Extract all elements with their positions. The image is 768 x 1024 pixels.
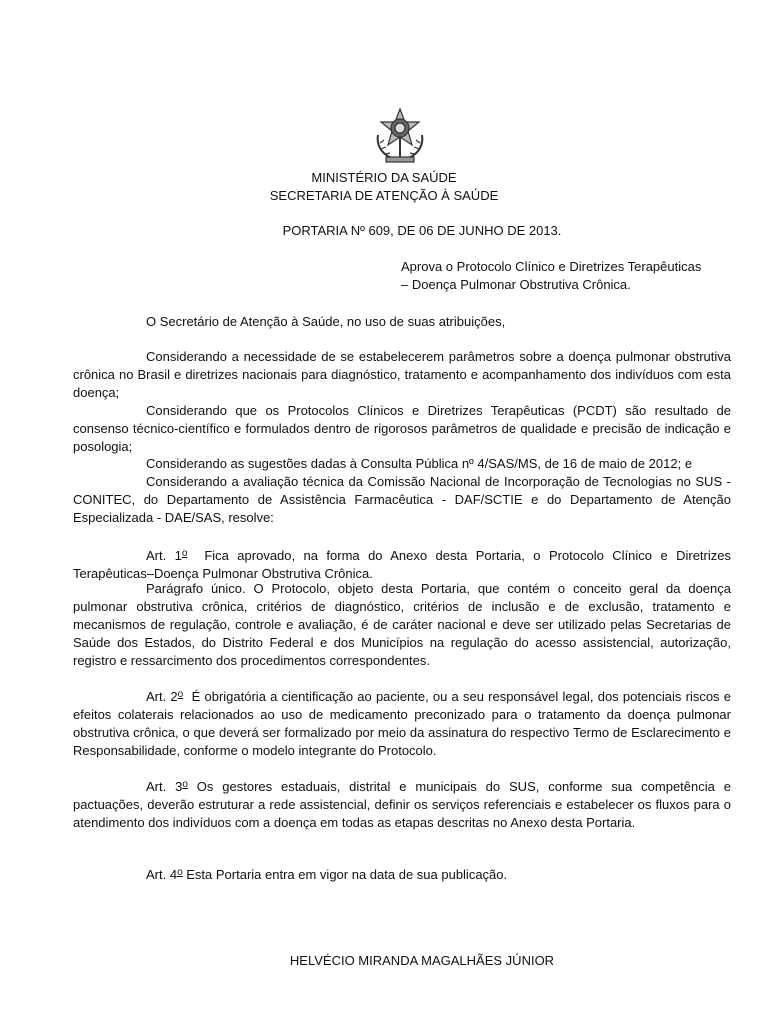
article-text: Fica aprovado, na forma do Anexo desta Portaria, o Protocolo Clínico e Diretrizes Terapêuticas–Doença Pulmonar Obstrutiva Crônica. [73, 548, 731, 581]
article-text: É obrigatória a cientificação ao paciente, ou a seu responsável legal, dos potenciais riscos e efeitos colaterais relacionados ao uso de medicamento preconizado para o tratamento da doença pulmonar obstrutiva crônica, o que deverá ser formalizado por meio da assinatura do respectivo Termo de Esclarecimento e Responsabilidade, conforme o modelo integrante do Protocolo. [73, 689, 731, 758]
epigraph-line: – Doença Pulmonar Obstrutiva Crônica. [401, 277, 631, 292]
ordinal-mark: o [182, 779, 188, 790]
signature-name: HELVÉCIO MIRANDA MAGALHÃES JÚNIOR [289, 953, 555, 968]
article-text: Esta Portaria entra em vigor na data de sua publicação. [186, 867, 508, 882]
article-text: Os gestores estaduais, distrital e municipais do SUS, conforme sua competência e pactuações, deverão estruturar a rede assistencial, definir os serviços referenciais e estabelecer os fluxos para o atendimento dos indivíduos com a doença em todas as etapas descritas no Anexo desta Portaria. [73, 779, 731, 830]
ordinal-mark: o [177, 689, 184, 700]
ordinal-mark: o [177, 867, 183, 878]
epigraph-line: Aprova o Protocolo Clínico e Diretrizes Terapêuticas [401, 259, 702, 274]
consideration-paragraph: Considerando as sugestões dadas à Consulta Pública nº 4/SAS/MS, de 16 de maio de 2012; e [146, 456, 693, 471]
consideration-paragraph: Considerando que os Protocolos Clínicos e Diretrizes Terapêuticas (PCDT) são resultado de consenso técnico-científico e formulados dentro de rigorosos parâmetros de qualidade e precisão de indicação e posologia; [73, 403, 731, 454]
article-3 [73, 776, 731, 832]
ministry-title: MINISTÉRIO DA SAÚDE [311, 170, 457, 185]
ordinance-title: PORTARIA Nº 609, DE 06 DE JUNHO DE 2013. [282, 223, 562, 238]
secretariat-title: SECRETARIA DE ATENÇÃO À SAÚDE [269, 188, 499, 203]
consideration-paragraph: Considerando a avaliação técnica da Comissão Nacional de Incorporação de Tecnologias no SUS - CONITEC, do Departamento de Assistência Farmacêutica - DAF/SCTIE e do Departamento de Atenção Especializada - DAE/SAS, resolve: [73, 474, 731, 525]
article-label: Art. 2 [146, 689, 178, 704]
article-2 [73, 686, 731, 760]
article-label: Art. 4 [146, 867, 178, 882]
article-label: Art. 3 [146, 779, 183, 794]
preamble: O Secretário de Atenção à Saúde, no uso de suas atribuições, [146, 314, 506, 329]
epigraph [401, 258, 731, 294]
article-label: Art. 1 [146, 548, 182, 563]
article-4 [73, 864, 731, 884]
coat-of-arms-icon [372, 105, 428, 165]
consideration-paragraph: Considerando a necessidade de se estabelecerem parâmetros sobre a doença pulmonar obstrutiva crônica no Brasil e diretrizes nacionais para diagnóstico, tratamento e acompanhamento dos indivíduos com esta doença; [73, 349, 731, 400]
article-1 [73, 545, 731, 583]
ordinal-mark: o [181, 548, 188, 559]
paragraph-unico: Parágrafo único. O Protocolo, objeto desta Portaria, que contém o conceito geral da doença pulmonar obstrutiva crônica, critérios de diagnóstico, critérios de inclusão e de exclusão, tratamento e mecanismos de regulação, controle e avaliação, é de caráter nacional e deve ser utilizado pelas Secretarias de Saúde dos Estados, do Distrito Federal e dos Municípios na regulação do acesso assistencial, autorização, registro e ressarcimento dos procedimentos correspondentes. [73, 581, 731, 668]
